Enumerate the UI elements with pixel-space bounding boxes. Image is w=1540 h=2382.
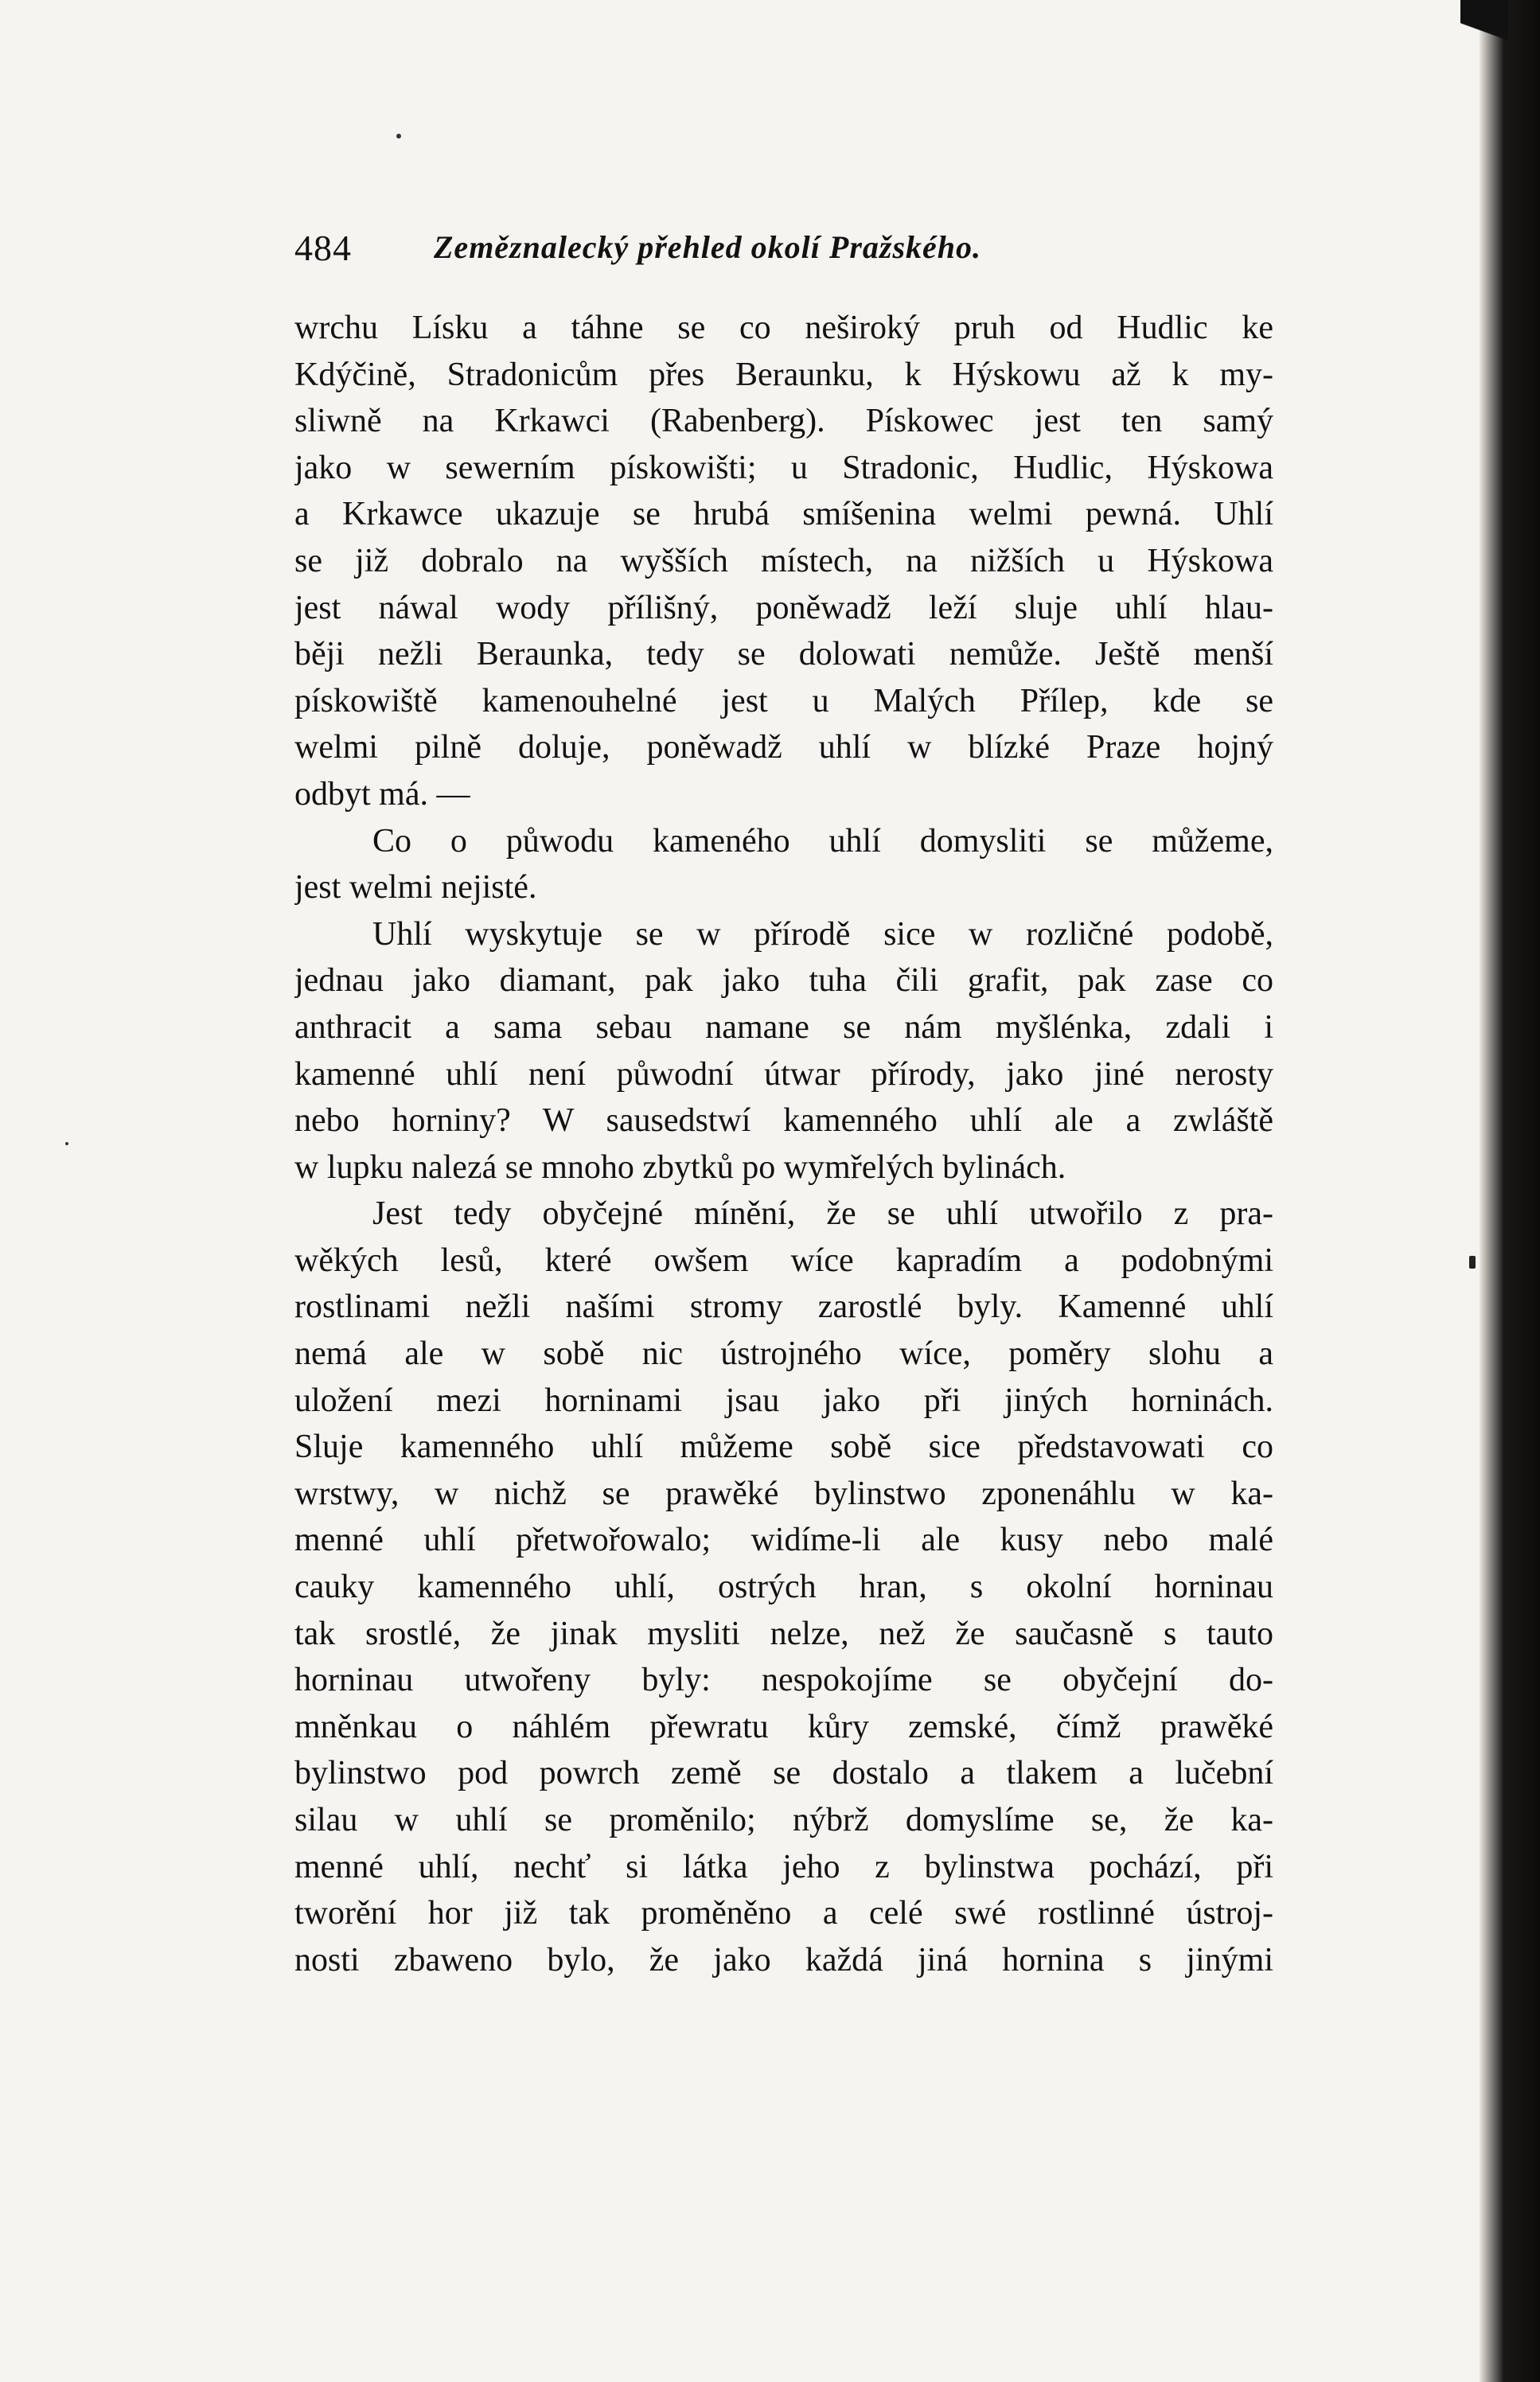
text-line: a Krkawce ukazuje se hrubá smíšenina welmi pewná. Uhlí — [294, 496, 1273, 533]
text-line: horninau utwořeny byly: nespokojíme se obyčejní do- — [294, 1662, 1273, 1699]
text-line: nosti zbaweno bylo, že jako každá jiná hornina s jinými — [294, 1941, 1273, 1979]
text-line: cauky kamenného uhlí, ostrých hran, s okolní horninau — [294, 1569, 1273, 1606]
running-title: Zeměznalecký přehled okolí Pražského. — [434, 229, 982, 265]
text-line: jest welmi nejisté. — [294, 869, 537, 906]
text-line: se již dobralo na wyšších místech, na nižších u Hýskowa — [294, 542, 1273, 579]
text-line: bylinstwo pod powrch země se dostalo a tlakem a lučební — [294, 1755, 1273, 1792]
text-line: sliwně na Krkawci (Rabenberg). Pískowec jest ten samý — [294, 403, 1273, 440]
text-line: Sluje kamenného uhlí můžeme sobě sice představowati co — [294, 1429, 1273, 1466]
text-line: welmi pilně doluje, poněwadž uhlí w blízké Praze hojný — [294, 729, 1273, 766]
text-line: uložení mezi horninami jsau jako při jiných horninách. — [294, 1382, 1273, 1419]
text-line: pískowiště kamenouhelné jest u Malých Přílep, kde se — [294, 682, 1273, 719]
paper-speck — [1469, 1256, 1476, 1269]
page-number: 484 — [294, 228, 352, 268]
paper-speck — [65, 1142, 68, 1145]
text-line: jest náwal wody přílišný, poněwadž leží sluje uhlí hlau- — [294, 589, 1273, 626]
text-line: Jest tedy obyčejné mínění, že se uhlí utwořilo z pra- — [372, 1195, 1273, 1233]
text-line: menné uhlí, nechť si látka jeho z bylinstwa pochází, při — [294, 1848, 1273, 1885]
running-head — [294, 227, 1297, 283]
body-text — [294, 305, 1273, 1983]
page-corner-shadow — [1460, 0, 1508, 72]
text-line: běji nežli Beraunka, tedy se dolowati nemůže. Ještě menší — [294, 636, 1273, 673]
text-line: wrstwy, w nichž se prawěké bylinstwo zponenáhlu w ka- — [294, 1475, 1273, 1512]
text-line: tak srostlé, že jinak mysliti nelze, než že saučasně s tauto — [294, 1615, 1273, 1652]
page-binding-edge — [1480, 0, 1540, 2382]
text-line: anthracit a sama sebau namane se nám myšlénka, zdali i — [294, 1008, 1273, 1046]
text-line: wěkých lesů, které owšem wíce kapradím a podobnými — [294, 1242, 1273, 1279]
text-line: tworění hor již tak proměněno a celé swé rostlinné ústroj- — [294, 1895, 1273, 1932]
text-line: jednau jako diamant, pak jako tuha čili grafit, pak zase co — [294, 962, 1273, 1000]
text-line: odbyt má. — — [294, 775, 470, 813]
text-line: Co o půwodu kameného uhlí domysliti se můžeme, — [372, 822, 1273, 860]
text-line: Uhlí wyskytuje se w přírodě sice w rozličné podobě, — [372, 915, 1273, 953]
text-line: mněnkau o náhlém přewratu kůry zemské, čímž prawěké — [294, 1708, 1273, 1745]
text-line: wrchu Lísku a táhne se co neširoký pruh od Hudlic ke — [294, 310, 1273, 346]
text-line: nebo horniny? W sausedstwí kamenného uhlí ale a zwláště — [294, 1102, 1273, 1140]
text-line: menné uhlí přetwořowalo; widíme-li ale kusy nebo malé — [294, 1522, 1273, 1559]
text-line: w lupku nalezá se mnoho zbytků po wymřelých bylinách. — [294, 1148, 1066, 1186]
paper-speck — [396, 134, 401, 138]
text-line: jako w sewerním pískowišti; u Stradonic, Hudlic, Hýskowa — [294, 449, 1273, 486]
text-line: Kdýčině, Stradonicům přes Beraunku, k Hýskowu až k my- — [294, 356, 1273, 393]
text-line: rostlinami nežli našími stromy zarostlé byly. Kamenné uhlí — [294, 1288, 1273, 1326]
text-line: kamenné uhlí není půwodní útwar přírody, jako jiné nerosty — [294, 1055, 1273, 1093]
text-line: silau w uhlí se proměnilo; nýbrž domyslíme se, že ka- — [294, 1802, 1273, 1838]
text-line: nemá ale w sobě nic ústrojného wíce, poměry slohu a — [294, 1335, 1273, 1373]
